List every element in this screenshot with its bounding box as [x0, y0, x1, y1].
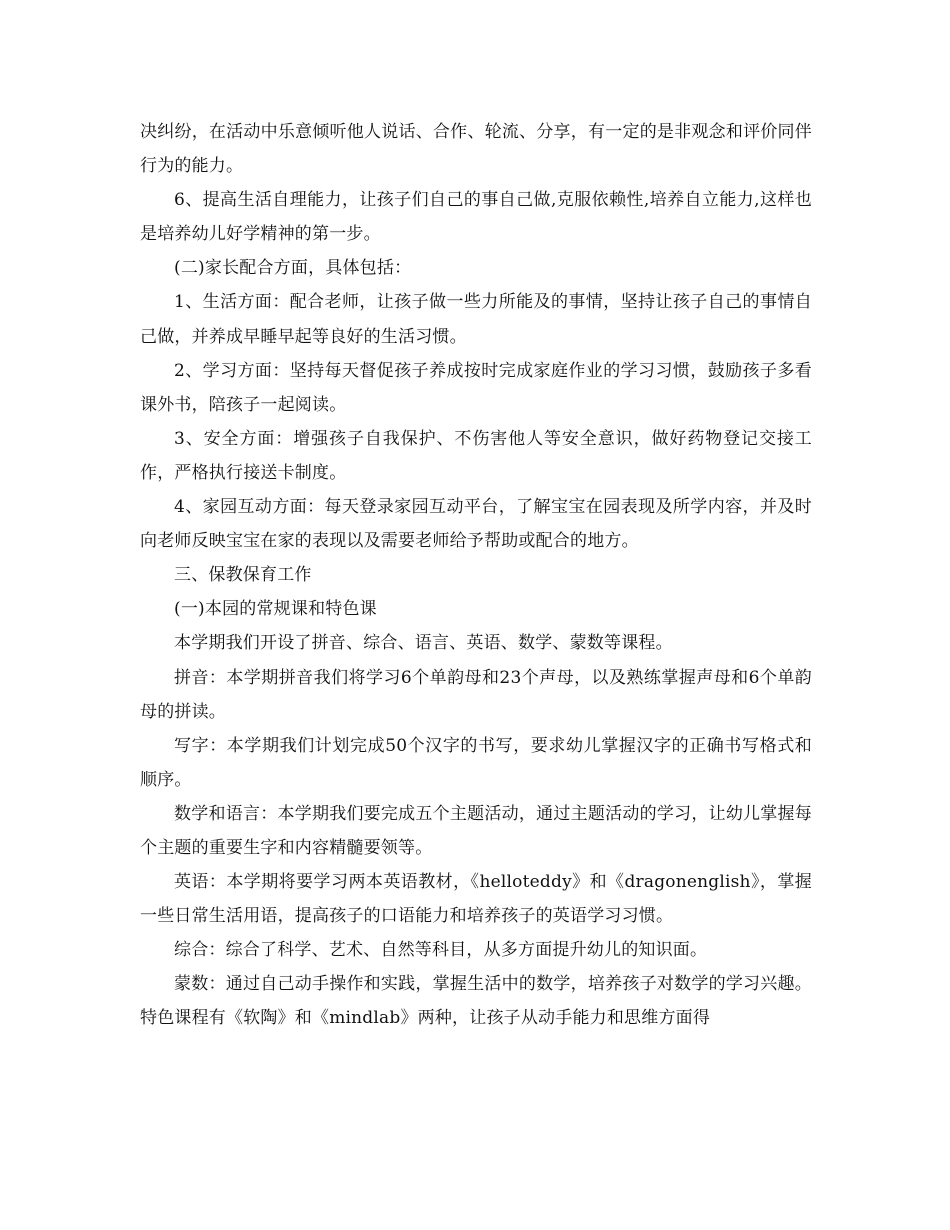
subsection-heading-courses: (一)本园的常规课和特色课	[174, 599, 377, 620]
document-body	[140, 115, 812, 1036]
paragraph-study: 2、学习方面：坚持每天督促孩子养成按时完成家庭作业的学习习惯，鼓励孩子多看课外书，陪孩子一起阅读。	[140, 360, 812, 415]
paragraph-english: 英语：本学期将要学习两本英语教材，《helloteddy》和《dragonenglish》，掌握一些日常生活用语，提高孩子的口语能力和培养孩子的英语学习习惯。	[140, 872, 812, 927]
paragraph-home-school: 4、家园互动方面：每天登录家园互动平台，了解宝宝在园表现及所学内容，并及时向老师反映宝宝在家的表现以及需要老师给予帮助或配合的地方。	[140, 497, 812, 552]
paragraph-course-list: 本学期我们开设了拼音、综合、语言、英语、数学、蒙数等课程。	[174, 633, 673, 654]
section-heading-parent-cooperation: (二)家长配合方面，具体包括：	[174, 258, 412, 279]
paragraph-continuation: 决纠纷，在活动中乐意倾听他人说话、合作、轮流、分享，有一定的是非观念和评价同伴行为的能力。	[140, 122, 812, 177]
paragraph-general: 综合：综合了科学、艺术、自然等科目，从多方面提升幼儿的知识面。	[174, 940, 708, 961]
paragraph-life: 1、生活方面：配合老师，让孩子做一些力所能及的事情，坚持让孩子自己的事情自己做，并养成早睡早起等良好的生活习惯。	[140, 292, 812, 347]
paragraph-item-6: 6、提高生活自理能力，让孩子们自己的事自己做,克服依赖性,培养自立能力,这样也是培养幼儿好学精神的第一步。	[140, 190, 812, 245]
paragraph-safety: 3、安全方面：增强孩子自我保护、不伤害他人等安全意识，做好药物登记交接工作，严格执行接送卡制度。	[140, 428, 812, 483]
paragraph-montessori-math: 蒙数：通过自己动手操作和实践，掌握生活中的数学，培养孩子对数学的学习兴趣。特色课程有《软陶》和《mindlab》两种，让孩子从动手能力和思维方面得	[140, 974, 812, 1029]
section-heading-education-care: 三、保教保育工作	[174, 565, 312, 586]
paragraph-math-language: 数学和语言：本学期我们要完成五个主题活动，通过主题活动的学习，让幼儿掌握每个主题的重要生字和内容精髓要领等。	[140, 803, 812, 858]
paragraph-pinyin: 拼音：本学期拼音我们将学习6个单韵母和23个声母，以及熟练掌握声母和6个单韵母的拼读。	[140, 667, 812, 722]
paragraph-writing: 写字：本学期我们计划完成50个汉字的书写，要求幼儿掌握汉字的正确书写格式和顺序。	[140, 735, 812, 790]
